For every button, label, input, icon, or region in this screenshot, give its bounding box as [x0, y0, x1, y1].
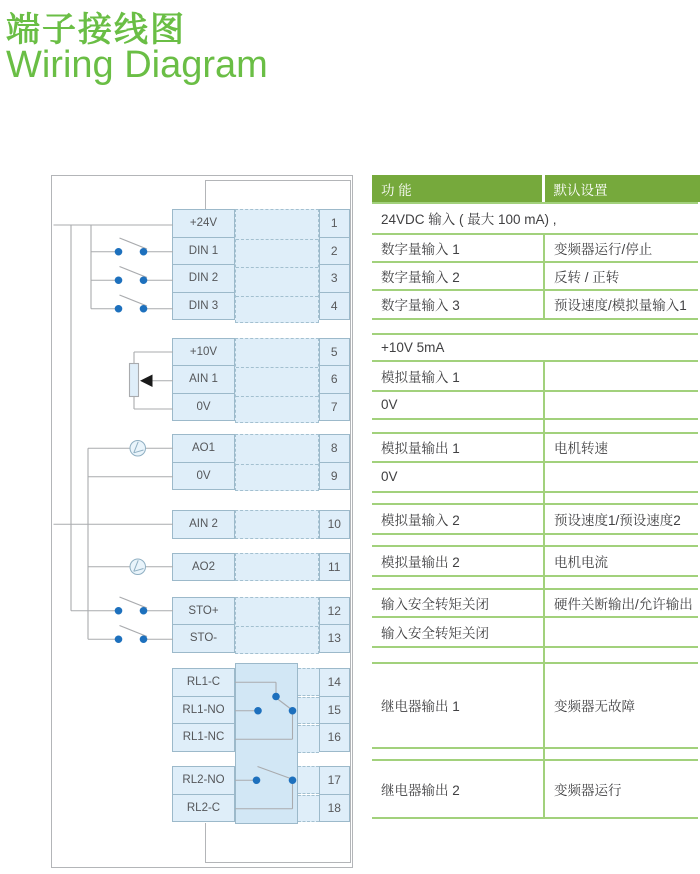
cell-function: 数字量输入 3	[381, 298, 460, 314]
page-title-zh: 端子接线图	[6, 11, 186, 49]
terminal-label-ain1: AIN 1	[172, 365, 235, 394]
numbers-analog-input-2	[319, 510, 351, 539]
cell-default: 电机电流	[543, 547, 698, 575]
terminal-label-ao2: AO2	[172, 553, 235, 582]
table-row-spacer	[372, 535, 698, 548]
labels-sto	[172, 597, 235, 653]
cell-function: 模拟量输入 1	[381, 369, 460, 385]
cell-default	[543, 463, 698, 491]
terminal-number-11: 11	[319, 553, 351, 582]
labels-analog-input-2	[172, 510, 235, 539]
terminal-number-4: 4	[319, 292, 351, 321]
labels-relay-1	[172, 668, 235, 752]
cell-default	[543, 392, 698, 419]
cell-default: 硬件关断输出/允许输出	[543, 590, 698, 616]
table-row-ain2	[372, 505, 698, 535]
cell-function: 24VDC 输入 ( 最大 100 mA) ,	[381, 212, 557, 228]
table-header-function: 功 能	[372, 175, 542, 202]
cell-empty	[372, 577, 543, 588]
table-row-sto-minus	[372, 618, 698, 649]
drive-outline-right	[350, 180, 351, 863]
table-row-relay1	[372, 664, 698, 749]
dashed-area-digital-inputs	[235, 209, 319, 323]
terminal-label-rl1-no: RL1-NO	[172, 696, 235, 725]
cell-empty	[543, 648, 698, 662]
dashed-stub-16	[298, 725, 319, 753]
cell-function: 0V	[381, 397, 398, 413]
cell-empty	[372, 420, 543, 432]
cell-function: 模拟量输入 2	[381, 512, 460, 528]
cell-function: 继电器输出 1	[381, 699, 460, 714]
numbers-sto	[319, 597, 351, 653]
terminal-number-18: 18	[319, 794, 351, 823]
table-row-spacer	[372, 648, 698, 664]
cell-function: 模拟量输出 2	[381, 555, 460, 570]
cell-default: 变频器运行	[543, 761, 698, 817]
cell-empty	[543, 493, 698, 504]
table-row-ao2	[372, 547, 698, 577]
terminal-label-din2: DIN 2	[172, 264, 235, 293]
table-row-din3	[372, 291, 698, 320]
dashed-stub-14	[298, 668, 319, 696]
terminal-number-5: 5	[319, 338, 351, 367]
cell-function: +10V 5mA	[381, 340, 445, 355]
cell-default: 预设速度/模拟量输入1	[543, 291, 698, 318]
dashed-area-analog-output-1	[235, 434, 319, 491]
cell-empty	[543, 420, 698, 432]
cell-default	[543, 618, 698, 647]
terminal-number-9: 9	[319, 462, 351, 491]
labels-relay-2	[172, 766, 235, 822]
terminal-number-2: 2	[319, 237, 351, 266]
terminal-number-16: 16	[319, 723, 351, 752]
numbers-analog-output-1	[319, 434, 351, 490]
cell-empty	[372, 535, 543, 546]
terminal-number-1: 1	[319, 209, 351, 238]
table-row-spacer	[372, 577, 698, 590]
terminal-label-10v: +10V	[172, 338, 235, 367]
labels-analog-input-1	[172, 338, 235, 422]
cell-function: 模拟量输出 1	[381, 441, 460, 457]
labels-analog-output-1	[172, 434, 235, 490]
dashed-area-analog-input-1	[235, 338, 319, 424]
cell-function: 数字量输入 2	[381, 270, 460, 285]
terminal-label-sto-plus: STO+	[172, 597, 235, 626]
cell-function: 数字量输入 1	[381, 241, 460, 257]
dashed-area-sto	[235, 597, 319, 654]
cell-empty	[372, 749, 543, 759]
table-row-10v	[372, 333, 698, 362]
cell-default	[543, 362, 698, 390]
terminal-label-din3: DIN 3	[172, 292, 235, 321]
terminal-number-12: 12	[319, 597, 351, 626]
terminal-number-15: 15	[319, 696, 351, 725]
cell-function: 输入安全转矩关闭	[381, 625, 489, 641]
terminal-label-rl2-no: RL2-NO	[172, 766, 235, 795]
terminal-number-14: 14	[319, 668, 351, 697]
table-row-ao1	[372, 434, 698, 464]
dashed-stub-17	[298, 766, 319, 794]
cell-default: 变频器无故障	[543, 664, 698, 747]
terminal-label-sto-minus: STO-	[172, 624, 235, 653]
dashed-area-analog-output-2	[235, 553, 319, 582]
table-row-spacer	[372, 420, 698, 434]
drive-outline-left-bottom	[205, 823, 206, 863]
numbers-relay-1	[319, 668, 351, 752]
table-row-din1	[372, 235, 698, 264]
cell-default: 反转 / 正转	[543, 263, 698, 289]
terminal-label-rl1-nc: RL1-NC	[172, 723, 235, 752]
cell-default: 预设速度1/预设速度2	[543, 505, 698, 533]
cell-default: 变频器运行/停止	[543, 235, 698, 262]
dashed-stub-15	[298, 697, 319, 725]
numbers-relay-2	[319, 766, 351, 822]
terminal-label-ain2: AIN 2	[172, 510, 235, 539]
table-row-relay2	[372, 761, 698, 819]
terminal-number-8: 8	[319, 434, 351, 463]
terminal-number-17: 17	[319, 766, 351, 795]
terminal-number-6: 6	[319, 365, 351, 394]
page-title-en: Wiring Diagram	[6, 44, 268, 86]
cell-function: 继电器输出 2	[381, 782, 460, 798]
labels-digital-inputs	[172, 209, 235, 320]
terminal-number-13: 13	[319, 624, 351, 653]
numbers-digital-inputs	[319, 209, 351, 320]
cell-empty	[372, 493, 543, 504]
table-row-spacer	[372, 493, 698, 506]
drive-outline-top	[205, 180, 350, 181]
drive-outline-left-top	[205, 180, 206, 209]
terminal-label-24v: +24V	[172, 209, 235, 238]
terminal-number-3: 3	[319, 264, 351, 293]
table-row-0v-9	[372, 463, 698, 493]
terminal-label-rl1-c: RL1-C	[172, 668, 235, 697]
drive-outline-bottom	[205, 862, 351, 863]
table-row-spacer	[372, 749, 698, 761]
cell-empty	[372, 648, 543, 662]
cell-empty	[543, 577, 698, 588]
terminal-number-7: 7	[319, 393, 351, 422]
cell-function: 输入安全转矩关闭	[381, 596, 489, 612]
cell-empty	[543, 749, 698, 759]
table-row-ain1	[372, 362, 698, 392]
table-row-din2	[372, 263, 698, 291]
terminal-label-0v-7: 0V	[172, 393, 235, 422]
cell-default: 电机转速	[543, 434, 698, 462]
dashed-stub-18	[298, 795, 319, 823]
table-row-24vdc	[372, 202, 698, 235]
dashed-area-analog-input-2	[235, 510, 319, 539]
terminal-number-10: 10	[319, 510, 351, 539]
terminal-label-ao1: AO1	[172, 434, 235, 463]
cell-function: 0V	[381, 469, 398, 485]
terminal-label-0v-9: 0V	[172, 462, 235, 491]
table-header-default: 默认设置	[545, 175, 700, 202]
table-row-sto-plus	[372, 590, 698, 618]
terminal-label-din1: DIN 1	[172, 237, 235, 266]
numbers-analog-input-1	[319, 338, 351, 422]
numbers-analog-output-2	[319, 553, 351, 582]
relay-contact-box	[235, 663, 298, 824]
table-row-0v-7	[372, 392, 698, 421]
terminal-label-rl2-c: RL2-C	[172, 794, 235, 823]
cell-empty	[543, 535, 698, 546]
labels-analog-output-2	[172, 553, 235, 582]
